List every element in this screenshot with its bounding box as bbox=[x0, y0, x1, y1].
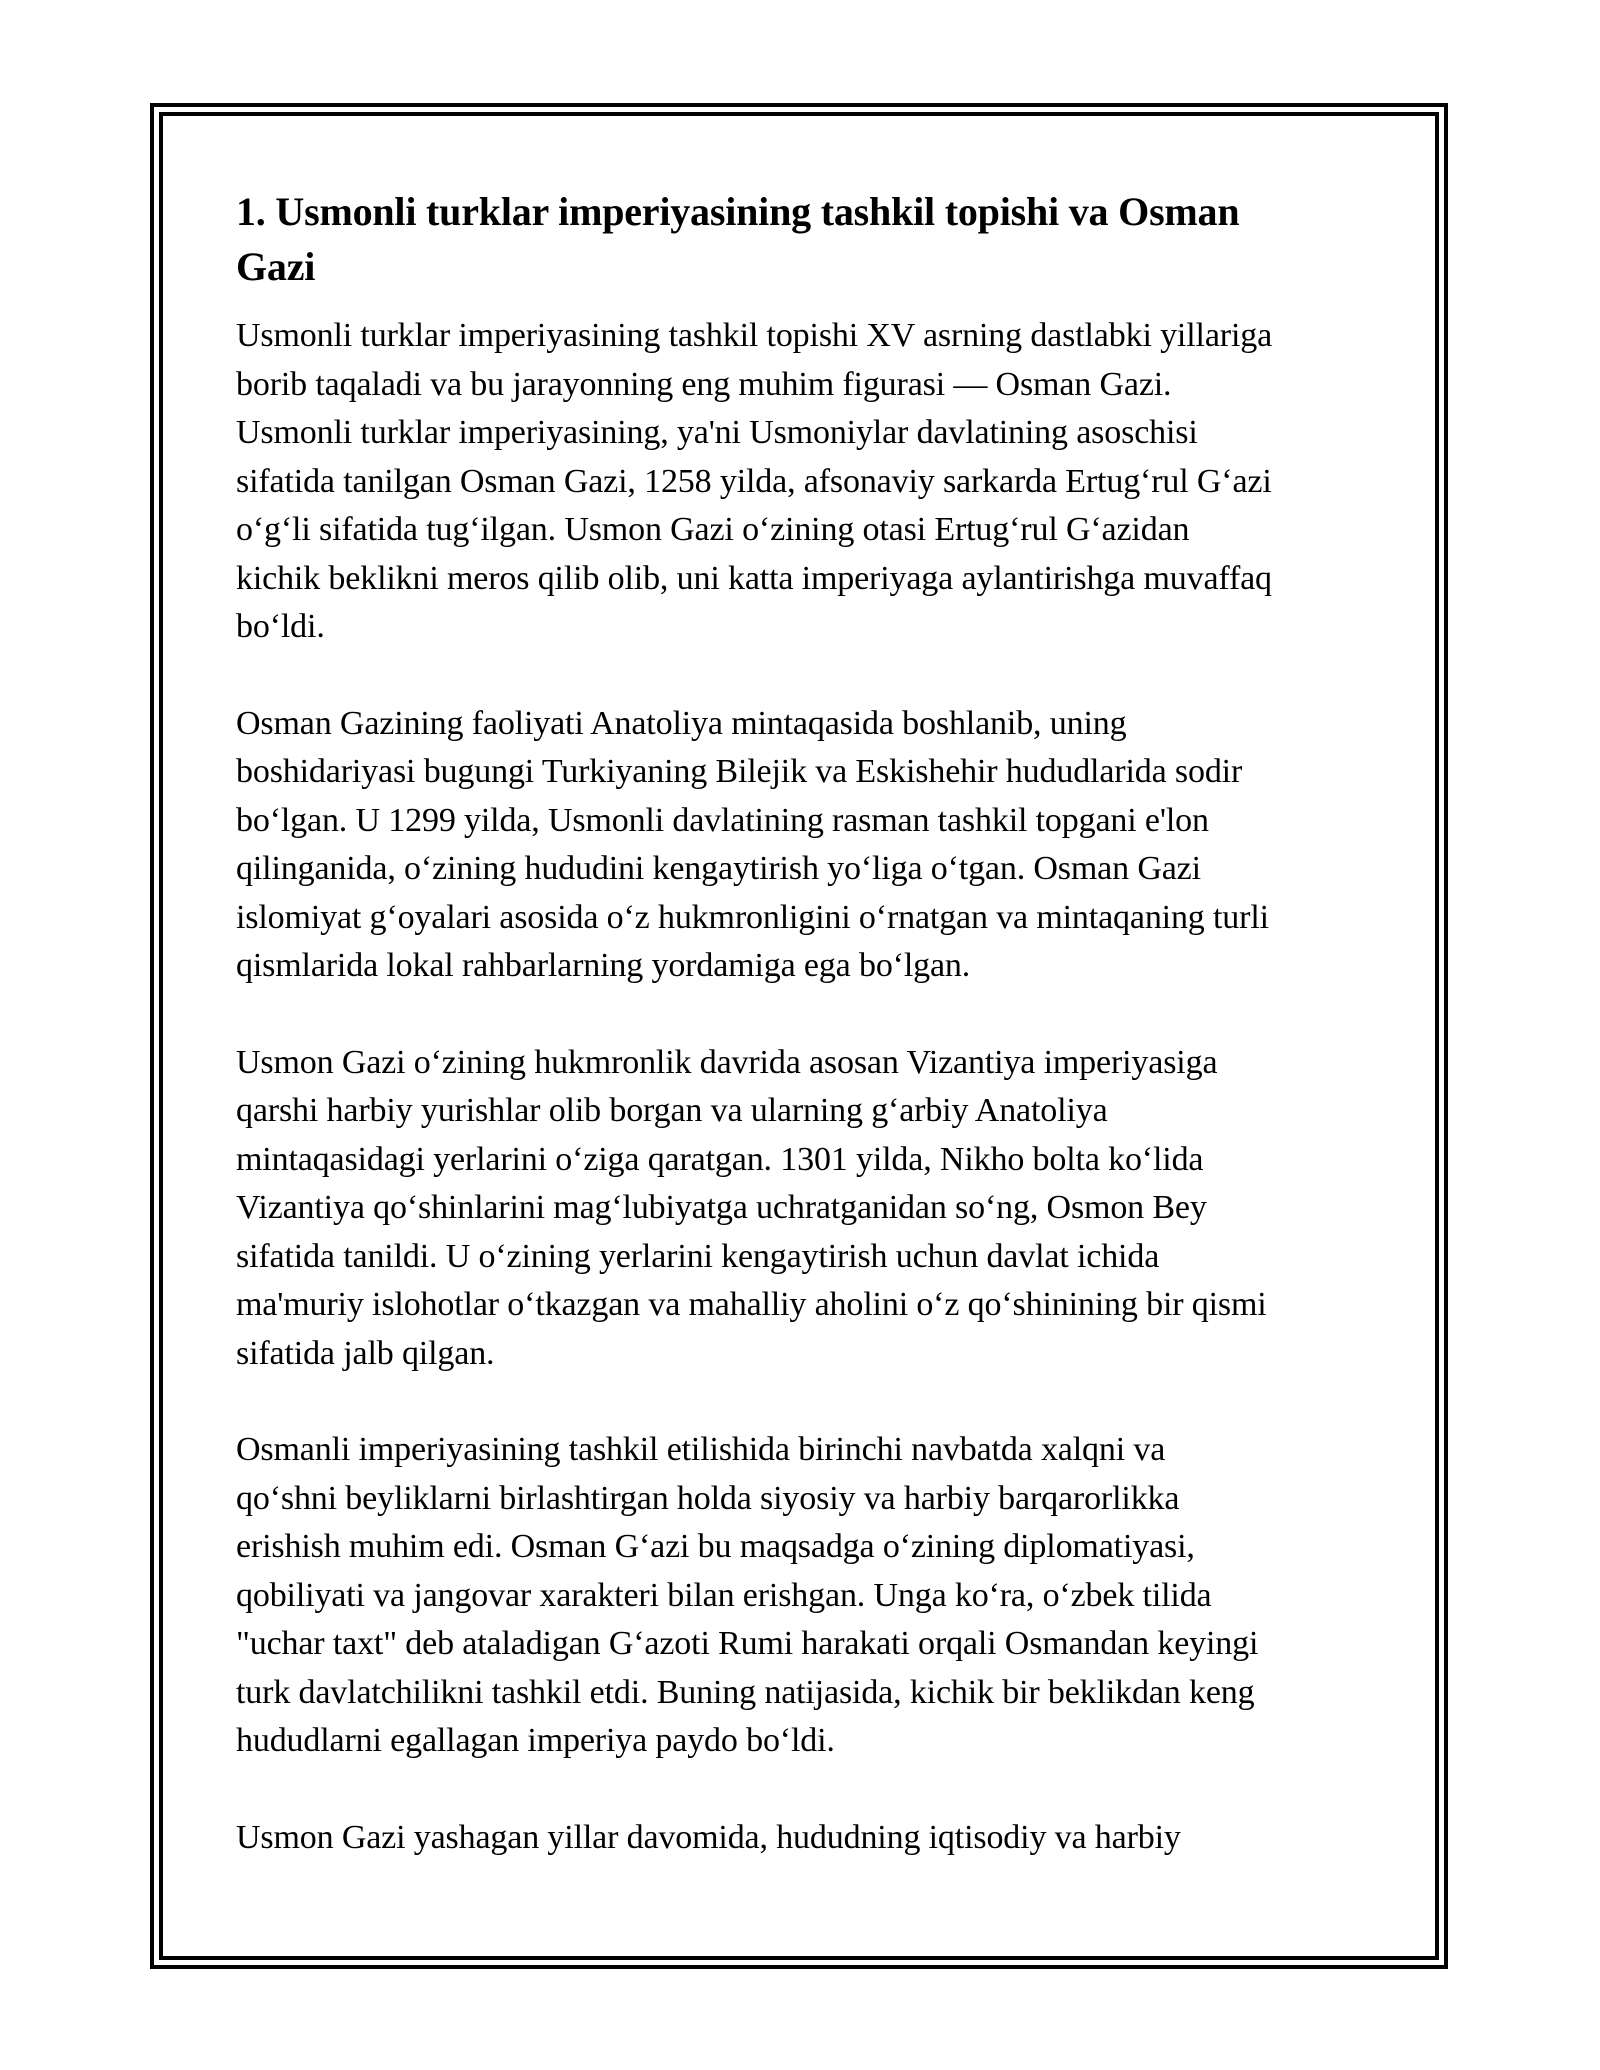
text-line: boʻlgan. U 1299 yilda, Usmonli davlatining rasman tashkil topgani e'lon bbox=[236, 801, 1209, 839]
text-line: qarshi harbiy yurishlar olib borgan va ularning gʻarbiy Anatoliya bbox=[236, 1092, 1108, 1129]
text-line: "uchar taxt" deb ataladigan Gʻazoti Rumi harakati orqali Osmandan keyingi bbox=[236, 1625, 1259, 1662]
paragraph-2 bbox=[236, 700, 1386, 991]
paragraph-5 bbox=[236, 1814, 1386, 1863]
text-line: turk davlatchilikni tashkil etdi. Buning natijasida, kichik bir beklikdan keng bbox=[236, 1673, 1255, 1711]
text-line: sifatida tanilgan Osman Gazi, 1258 yilda, afsonaviy sarkarda Ertugʻrul Gʻazi bbox=[236, 462, 1272, 500]
paragraph-4 bbox=[236, 1426, 1386, 1766]
paragraph-3 bbox=[236, 1039, 1386, 1379]
document-content bbox=[236, 184, 1386, 1910]
text-line: sifatida jalb qilgan. bbox=[236, 1334, 495, 1372]
text-line: Osmanli imperiyasining tashkil etilishida birinchi navbatda xalqni va bbox=[236, 1431, 1166, 1468]
text-line: oʻgʻli sifatida tugʻilgan. Usmon Gazi oʻzining otasi Ertugʻrul Gʻazidan bbox=[236, 511, 1190, 548]
text-line: Usmonli turklar imperiyasining tashkil topishi XV asrning dastlabki yillariga bbox=[236, 317, 1273, 354]
heading-line: 1. Usmonli turklar imperiyasining tashkil topishi va Osman bbox=[236, 189, 1240, 234]
paragraph-1 bbox=[236, 312, 1386, 652]
text-line: qilinganida, oʻzining hududini kengaytirish yoʻliga oʻtgan. Osman Gazi bbox=[236, 850, 1201, 887]
heading-line: Gazi bbox=[236, 244, 316, 289]
section-heading bbox=[236, 184, 1386, 294]
text-line: islomiyat gʻoyalari asosida oʻz hukmronligini oʻrnatgan va mintaqaning turli bbox=[236, 898, 1269, 936]
text-line: hududlarni egallagan imperiya paydo boʻldi. bbox=[236, 1722, 835, 1759]
text-line: qismlarida lokal rahbarlarning yordamiga ega boʻlgan. bbox=[236, 947, 971, 984]
text-line: Usmon Gazi yashagan yillar davomida, hududning iqtisodiy va harbiy bbox=[236, 1818, 1181, 1856]
text-line: qobiliyati va jangovar xarakteri bilan erishgan. Unga koʻra, oʻzbek tilida bbox=[236, 1576, 1212, 1614]
text-line: Vizantiya qoʻshinlarini magʻlubiyatga uchratganidan soʻng, Osmon Bey bbox=[236, 1189, 1207, 1226]
text-line: erishish muhim edi. Osman Gʻazi bu maqsadga oʻzining diplomatiyasi, bbox=[236, 1528, 1195, 1565]
text-line: borib taqaladi va bu jarayonning eng muhim figurasi — Osman Gazi. bbox=[236, 365, 1172, 403]
text-line: boshidariyasi bugungi Turkiyaning Bilejik va Eskishehir hududlarida sodir bbox=[236, 753, 1243, 790]
text-line: mintaqasidagi yerlarini oʻziga qaratgan. 1301 yilda, Nikho bolta koʻlida bbox=[236, 1140, 1204, 1178]
text-line: kichik beklikni meros qilib olib, uni katta imperiyaga aylantirishga muvaffaq bbox=[236, 559, 1272, 597]
text-line: sifatida tanildi. U oʻzining yerlarini kengaytirish uchun davlat ichida bbox=[236, 1237, 1160, 1275]
text-line: Usmon Gazi oʻzining hukmronlik davrida asosan Vizantiya imperiyasiga bbox=[236, 1043, 1218, 1081]
text-line: qoʻshni beyliklarni birlashtirgan holda siyosiy va harbiy barqarorlikka bbox=[236, 1479, 1180, 1517]
text-line: ma'muriy islohotlar oʻtkazgan va mahalliy aholini oʻz qoʻshinining bir qismi bbox=[236, 1286, 1267, 1323]
text-line: Usmonli turklar imperiyasining, ya'ni Usmoniylar davlatining asoschisi bbox=[236, 414, 1198, 451]
text-line: Osman Gazining faoliyati Anatoliya mintaqasida boshlanib, uning bbox=[236, 704, 1127, 742]
text-line: boʻldi. bbox=[236, 608, 325, 645]
